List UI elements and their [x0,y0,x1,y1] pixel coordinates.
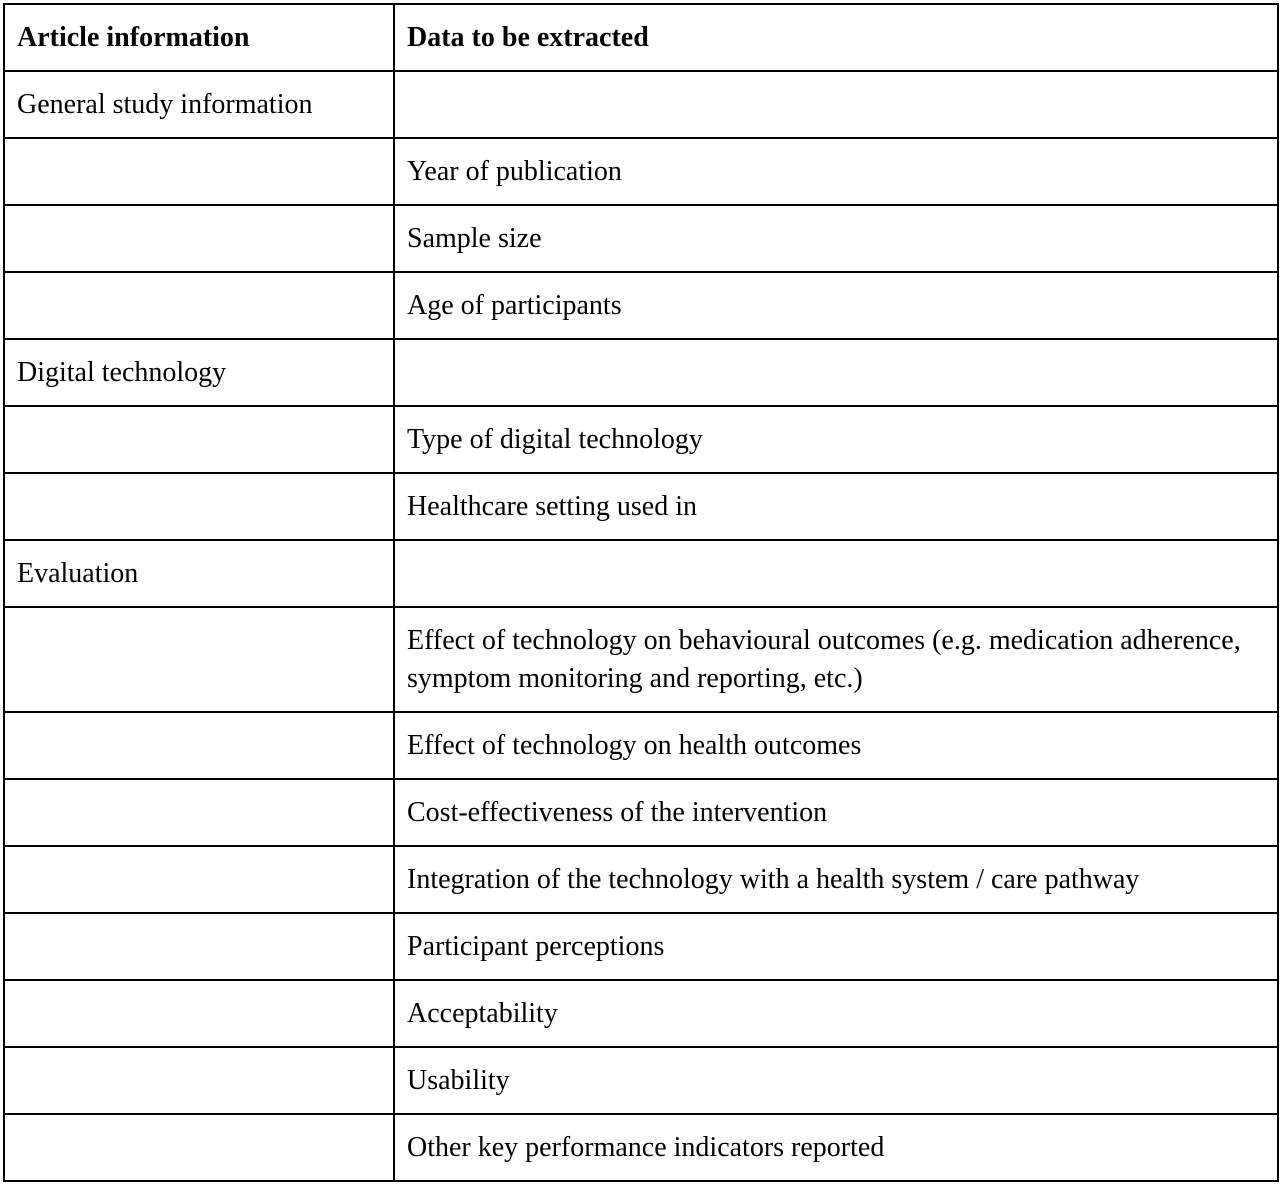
data-to-extract-cell: Acceptability [394,980,1278,1047]
table-row [4,138,1278,205]
table-row [4,1114,1278,1181]
table-row [4,980,1278,1047]
data-to-extract-cell: Usability [394,1047,1278,1114]
data-to-extract-cell [394,339,1278,406]
article-information-cell [4,272,394,339]
data-to-extract-cell: Year of publication [394,138,1278,205]
data-to-extract-cell: Healthcare setting used in [394,473,1278,540]
table-row [4,205,1278,272]
article-information-cell [4,138,394,205]
table-row [4,913,1278,980]
article-information-cell [4,473,394,540]
article-information-cell [4,607,394,712]
article-information-cell [4,846,394,913]
data-extraction-table [3,3,1279,1182]
article-information-cell: Digital technology [4,339,394,406]
article-information-cell [4,1114,394,1181]
data-to-extract-cell: Cost-effectiveness of the intervention [394,779,1278,846]
table-header-row [4,4,1278,71]
table-row [4,779,1278,846]
table-row [4,846,1278,913]
data-to-extract-cell: Sample size [394,205,1278,272]
table-row [4,406,1278,473]
data-to-extract-cell: Effect of technology on health outcomes [394,712,1278,779]
table-row [4,540,1278,607]
article-information-cell [4,779,394,846]
data-to-extract-cell: Age of participants [394,272,1278,339]
data-to-extract-cell [394,71,1278,138]
header-data-to-be-extracted: Data to be extracted [394,4,1278,71]
data-to-extract-cell [394,540,1278,607]
data-to-extract-cell: Effect of technology on behavioural outcomes (e.g. medication adherence, symptom monitoring and reporting, etc.) [394,607,1278,712]
table-row [4,712,1278,779]
data-to-extract-cell: Other key performance indicators reported [394,1114,1278,1181]
table-row [4,1047,1278,1114]
article-information-cell [4,1047,394,1114]
table-row [4,272,1278,339]
table-row [4,607,1278,712]
article-information-cell: Evaluation [4,540,394,607]
article-information-cell [4,913,394,980]
article-information-cell [4,406,394,473]
data-to-extract-cell: Integration of the technology with a health system / care pathway [394,846,1278,913]
data-to-extract-cell: Participant perceptions [394,913,1278,980]
article-information-cell [4,205,394,272]
table-row [4,71,1278,138]
article-information-cell [4,980,394,1047]
header-article-information: Article information [4,4,394,71]
article-information-cell [4,712,394,779]
table-row [4,473,1278,540]
article-information-cell: General study information [4,71,394,138]
data-to-extract-cell: Type of digital technology [394,406,1278,473]
table-row [4,339,1278,406]
